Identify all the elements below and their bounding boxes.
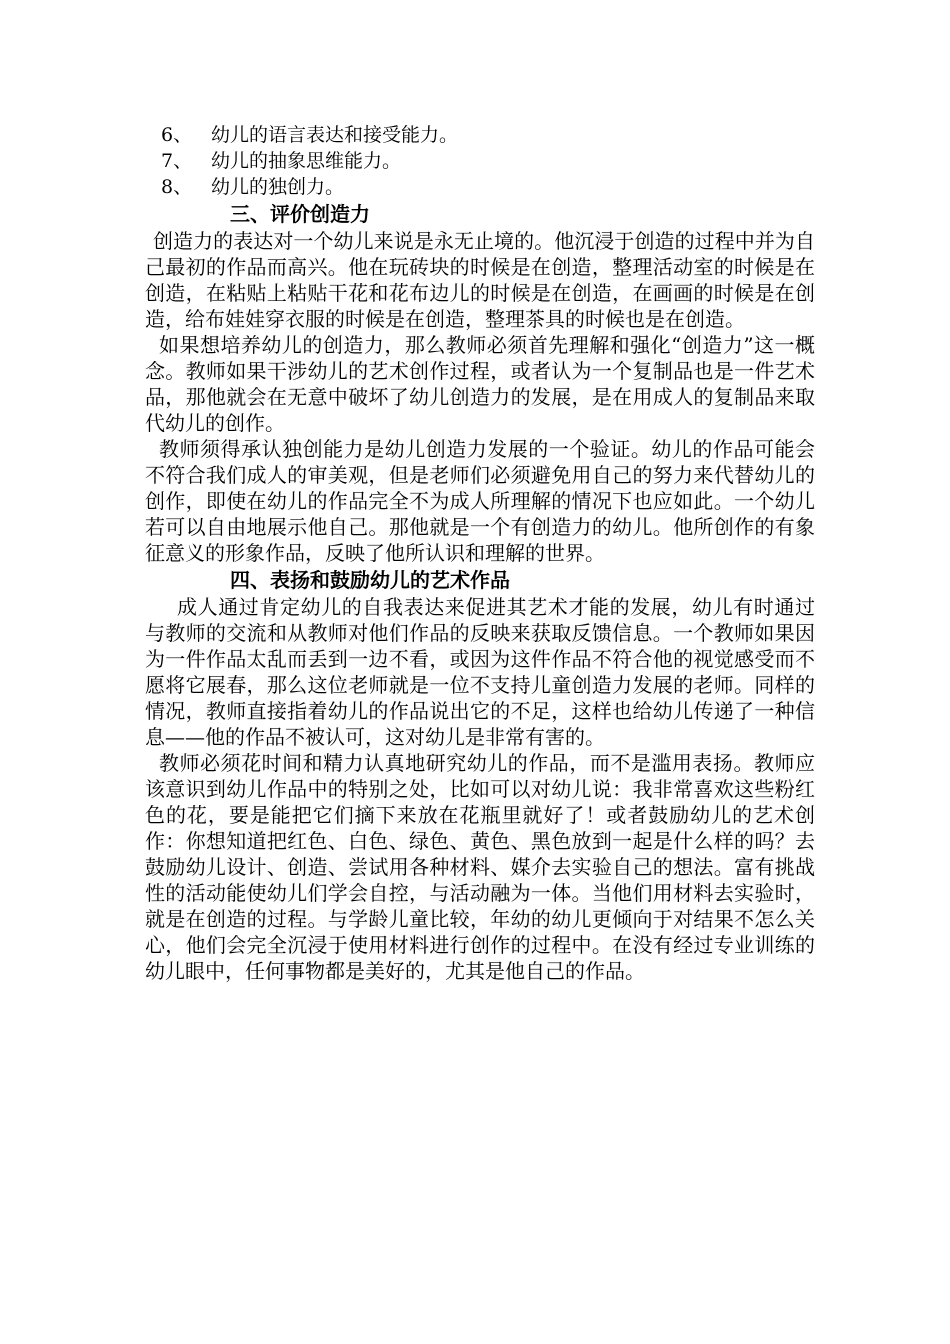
section-heading: 三、评价创造力: [230, 202, 370, 226]
paragraph: 成人通过肯定幼儿的自我表达来促进其艺术才能的发展，幼儿有时通过与教师的交流和从教师对他们作品的反映来获取反馈信息。一个教师如果因为一件作品太乱而丢到一边不看，或因为这件作品不符合他的视觉感受而不愿将它展春，那么这位老师就是一位不支持儿童创造力发展的老师。同样的情况，教师直接指着幼儿的作品说出它的不足，这样也给幼儿传递了一种信息——他的作品不被认可，这对幼儿是非常有害的。: [145, 595, 815, 749]
list-item-text: 幼儿的语言表达和接受能力。: [211, 124, 459, 146]
paragraph: 创造力的表达对一个幼儿来说是永无止境的。他沉浸于创造的过程中并为自己最初的作品而高兴。他在玩砖块的时候是在创造，整理活动室的时候是在创造，在粘贴上粘贴干花和花布边儿的时候是在创造，在画画的时候是在创造，给布娃娃穿衣服的时候是在创造，整理茶具的时候也是在创造。: [145, 229, 815, 331]
document-page: [145, 122, 815, 984]
list-item: [145, 174, 815, 200]
paragraph: 教师必须花时间和精力认真地研究幼儿的作品，而不是滥用表扬。教师应该意识到幼儿作品中的特别之处，比如可以对幼儿说：我非常喜欢这些粉红色的花，要是能把它们摘下来放在花瓶里就好了！或者鼓励幼儿的艺术创作：你想知道把红色、白色、绿色、黄色、黑色放到一起是什么样的吗？去鼓励幼儿设计、创造、尝试用各种材料、媒介去实验自己的想法。富有挑战性的活动能使幼儿们学会自控，与活动融为一体。当他们用材料去实验时，就是在创造的过程。与学龄儿童比较，年幼的幼儿更倾向于对结果不怎么关心，他们会完全沉浸于使用材料进行创作的过程中。在没有经过专业训练的幼儿眼中，任何事物都是美好的，尤其是他自己的作品。: [145, 751, 815, 983]
list-item: [145, 148, 815, 174]
paragraph: 教师须得承认独创能力是幼儿创造力发展的一个验证。幼儿的作品可能会不符合我们成人的审美观，但是老师们必须避免用自己的努力来代替幼儿的创作，即使在幼儿的作品完全不为成人所理解的情况下也应如此。一个幼儿若可以自由地展示他自己。那他就是一个有创造力的幼儿。他所创作的有象征意义的形象作品，反映了他所认识和理解的世界。: [145, 437, 815, 565]
list-item-number: 7、: [161, 150, 193, 172]
section-heading: 四、表扬和鼓励幼儿的艺术作品: [230, 568, 510, 592]
list-item: [145, 122, 815, 148]
list-item-text: 幼儿的独创力。: [211, 176, 345, 198]
list-item-text: 幼儿的抽象思维能力。: [211, 150, 402, 172]
list-item-number: 6、: [161, 124, 193, 146]
paragraph: 如果想培养幼儿的创造力，那么教师必须首先理解和强化“创造力”这一概念。教师如果干涉幼儿的艺术创作过程，或者认为一个复制品也是一件艺术品，那他就会在无意中破坏了幼儿创造力的发展，是在用成人的复制品来取代幼儿的创作。: [145, 333, 815, 435]
list-item-number: 8、: [161, 176, 193, 198]
